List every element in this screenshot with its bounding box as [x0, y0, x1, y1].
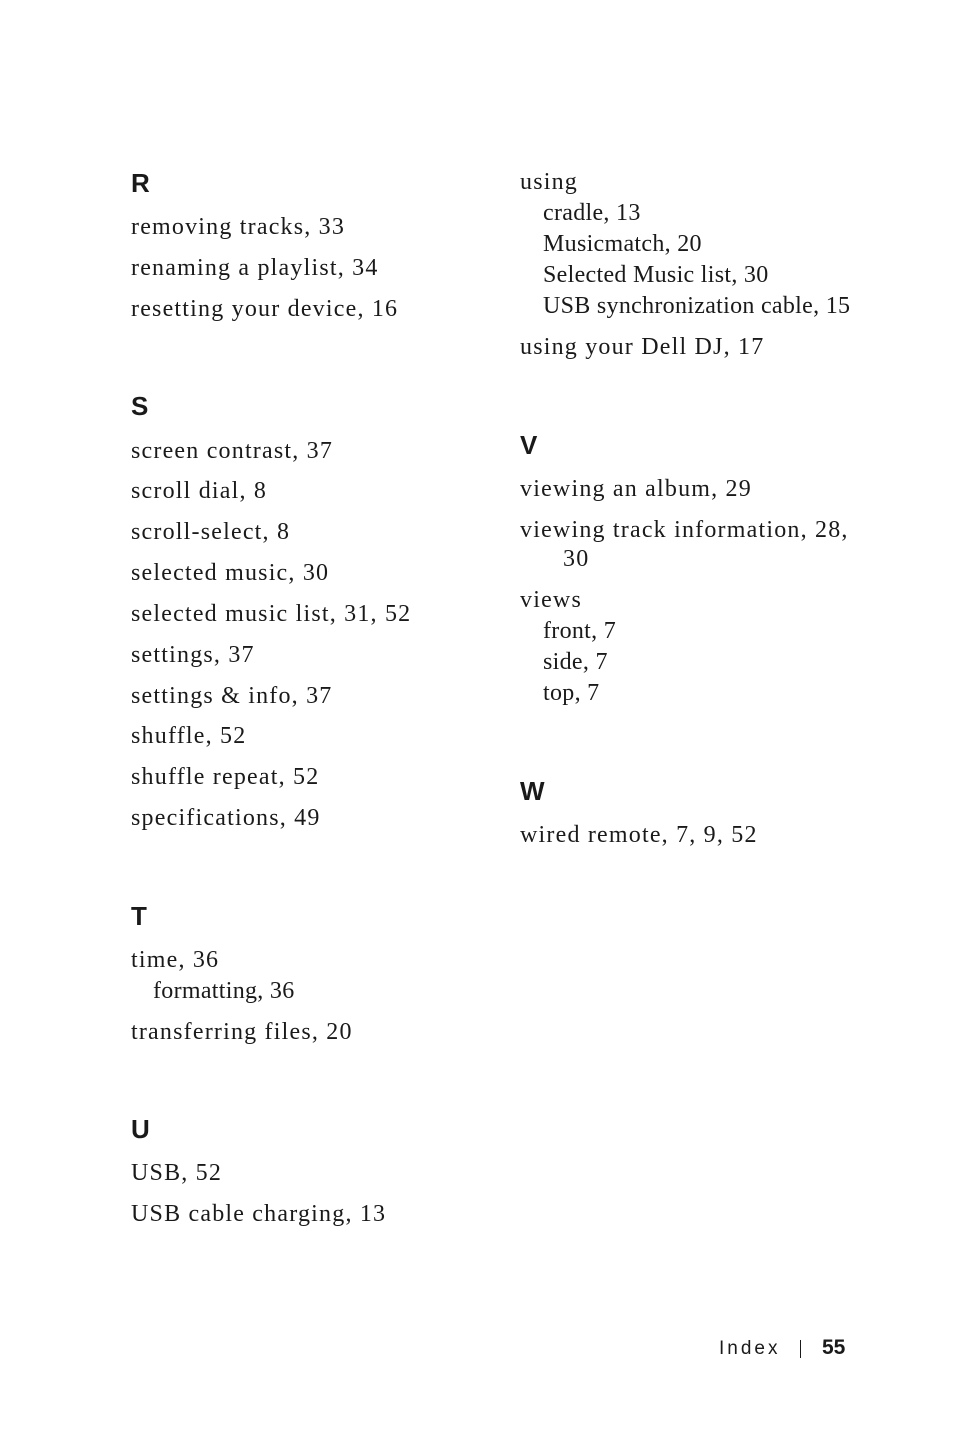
index-entry: USB cable charging, 13 [131, 1201, 387, 1227]
index-entry: selected music list, 31, 52 [131, 601, 412, 627]
index-subentry: formatting, 36 [153, 978, 295, 1004]
index-entry: scroll dial, 8 [131, 478, 268, 504]
section-letter-u: U [131, 1114, 150, 1144]
footer-divider [800, 1340, 801, 1358]
index-entry: viewing track information, 28, [520, 517, 849, 543]
section-letter-v: V [520, 430, 538, 460]
index-entry: selected music, 30 [131, 560, 330, 586]
index-entry: time, 36 [131, 947, 220, 973]
index-subentry: cradle, 13 [543, 200, 641, 226]
index-entry-continuation: 30 [563, 546, 590, 572]
index-entry: removing tracks, 33 [131, 214, 346, 240]
index-subentry: Selected Music list, 30 [543, 262, 769, 288]
index-entry: renaming a playlist, 34 [131, 255, 379, 281]
index-entry: transferring files, 20 [131, 1019, 353, 1045]
index-entry: USB, 52 [131, 1160, 223, 1186]
index-entry: screen contrast, 37 [131, 438, 334, 464]
index-subentry: USB synchronization cable, 15 [543, 293, 851, 319]
index-subentry: side, 7 [543, 649, 608, 675]
section-letter-s: S [131, 391, 149, 421]
index-entry: specifications, 49 [131, 805, 321, 831]
section-letter-w: W [520, 776, 545, 806]
section-letter-r: R [131, 168, 150, 198]
index-entry: settings & info, 37 [131, 683, 333, 709]
index-entry: scroll-select, 8 [131, 519, 291, 545]
index-entry: viewing an album, 29 [520, 476, 752, 502]
index-subentry: front, 7 [543, 618, 617, 644]
index-entry: using your Dell DJ, 17 [520, 334, 765, 360]
section-letter-t: T [131, 901, 147, 931]
index-entry: views [520, 587, 582, 613]
index-entry: using [520, 169, 579, 195]
index-entry: shuffle, 52 [131, 723, 247, 749]
index-entry: resetting your device, 16 [131, 296, 399, 322]
index-subentry: top, 7 [543, 680, 600, 706]
footer-label: Index [719, 1338, 781, 1359]
index-subentry: Musicmatch, 20 [543, 231, 702, 257]
index-entry: settings, 37 [131, 642, 255, 668]
index-entry: wired remote, 7, 9, 52 [520, 822, 758, 848]
page-number: 55 [822, 1336, 846, 1359]
index-entry: shuffle repeat, 52 [131, 764, 320, 790]
